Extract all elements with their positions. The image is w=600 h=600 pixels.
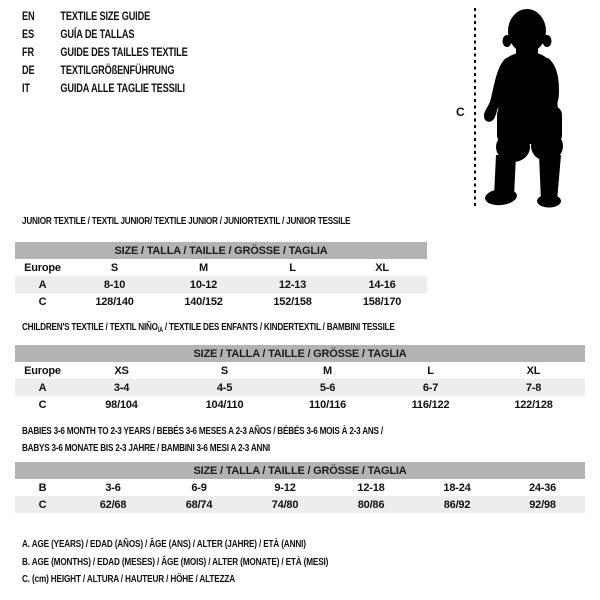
table-row: [15, 379, 585, 396]
language-row: [22, 44, 188, 62]
size-value: L: [427, 364, 434, 377]
toddler-silhouette-icon: [440, 0, 600, 220]
language-row: [22, 8, 188, 26]
row-label: A: [15, 379, 70, 396]
size-value: S: [110, 261, 119, 274]
size-value: 116/122: [411, 398, 450, 411]
size-value: 68/74: [156, 496, 242, 513]
size-value: 104/110: [205, 398, 244, 411]
section-title: [22, 213, 350, 230]
size-value: 6-7: [379, 379, 482, 396]
size-table: [15, 242, 427, 310]
size-value: 12-18: [357, 481, 385, 494]
table-row: [15, 276, 427, 293]
table-row: [15, 396, 585, 413]
size-table: [15, 462, 585, 513]
size-bar-label: SIZE / TALLA / TAILLE / GRÖSSE / TAGLIA: [15, 345, 585, 362]
size-value: XL: [375, 261, 389, 274]
size-value: 18-24: [443, 481, 471, 494]
title-text: BABYS 3-6 MONATE BIS 2-3 JAHRE / BAMBINI 3-6 MESI A 2-3 ANNI: [22, 442, 270, 454]
size-value: 62/68: [70, 496, 156, 513]
size-table: [15, 345, 585, 413]
table-row: [15, 496, 585, 513]
size-value: 92/98: [500, 496, 585, 513]
title-text: JUNIOR TEXTILE / TEXTIL JUNIOR/ TEXTILE JUNIOR / JUNIORTEXTIL / JUNIOR TESSILE: [22, 215, 351, 227]
size-value: 158/170: [362, 295, 402, 308]
row-label: C: [38, 398, 47, 411]
table-row: [15, 362, 585, 379]
language-title-list: [22, 8, 188, 98]
size-value: 9-12: [274, 481, 296, 494]
size-value: M: [323, 364, 332, 377]
size-value: 7-8: [482, 379, 585, 396]
footnote-line: C. (cm) HEIGHT / ALTURA / HAUTEUR / HÖHE / ALTEZZA: [22, 573, 236, 585]
size-value: 3-4: [70, 379, 173, 396]
size-bar-label: SIZE / TALLA / TAILLE / GRÖSSE / TAGLIA: [15, 462, 585, 479]
section-title-line: [22, 319, 395, 339]
title-text: /A: [157, 327, 163, 334]
section-title: [22, 319, 395, 339]
size-value: 24-36: [528, 481, 557, 494]
size-value: 152/158: [273, 295, 312, 308]
footnotes: [22, 536, 328, 589]
table-row: [15, 293, 427, 310]
language-code: DE: [22, 65, 35, 77]
title-text: / TEXTILE DES ENFANTS / KINDERTEXTIL / BAMBINI TESSILE: [162, 321, 395, 333]
size-value: 6-9: [191, 481, 207, 494]
language-code: FR: [22, 47, 34, 59]
size-value: XS: [114, 364, 129, 377]
footnote-line: A. AGE (YEARS) / EDAD (AÑOS) / ÂGE (ANS) / ALTER (JAHRE) / ETÀ (ANNI): [22, 538, 306, 550]
size-value: 80/86: [328, 496, 414, 513]
size-bar-row: [15, 242, 427, 259]
size-value: M: [199, 261, 208, 274]
size-value: 98/104: [105, 398, 138, 411]
size-value: S: [220, 364, 229, 377]
size-value: 8-10: [70, 276, 159, 293]
row-label: B: [38, 481, 47, 494]
title-text: BABIES 3-6 MONTH TO 2-3 YEARS / BEBÉS 3-6 MESES A 2-3 AÑOS / BÉBÉS 3-6 MOIS À 2-3 ANS /: [22, 425, 383, 437]
size-value: XL: [526, 364, 541, 377]
height-measure-label: C: [456, 105, 465, 119]
language-title: GUIDE DES TAILLES TEXTILE: [60, 47, 188, 59]
size-value: 128/140: [95, 295, 134, 308]
section-title-line: [22, 440, 383, 457]
row-label: Europe: [24, 261, 61, 274]
size-value: 122/128: [514, 398, 553, 411]
size-bar-row: [15, 462, 585, 479]
row-label: C: [15, 496, 70, 513]
row-label: A: [15, 276, 70, 293]
size-value: 12-13: [248, 276, 337, 293]
size-value: 110/116: [308, 398, 347, 411]
language-row: [22, 80, 188, 98]
language-title: GUÍA DE TALLAS: [60, 29, 135, 41]
language-code: ES: [22, 29, 34, 41]
size-value: 74/80: [242, 496, 328, 513]
language-code: EN: [22, 11, 35, 23]
size-value: 3-6: [105, 481, 121, 494]
language-title: GUIDA ALLE TAGLIE TESSILI: [60, 83, 185, 95]
size-value: 10-12: [159, 276, 248, 293]
row-label: C: [38, 295, 47, 308]
section-title-line: [22, 423, 383, 440]
table-row: [15, 479, 585, 496]
row-label: Europe: [24, 364, 61, 377]
size-value: 5-6: [276, 379, 379, 396]
size-bar-label: SIZE / TALLA / TAILLE / GRÖSSE / TAGLIA: [15, 242, 427, 259]
section-title-line: [22, 213, 350, 230]
title-text: CHILDREN'S TEXTILE / TEXTIL NIÑO: [22, 321, 158, 333]
size-value: 140/152: [184, 295, 223, 308]
size-bar-row: [15, 345, 585, 362]
language-code: IT: [22, 83, 30, 95]
language-row: [22, 26, 188, 44]
height-measure-figure: [440, 0, 600, 220]
size-value: L: [289, 261, 296, 274]
language-row: [22, 62, 188, 80]
size-value: 4-5: [173, 379, 276, 396]
size-value: 14-16: [337, 276, 427, 293]
language-title: TEXTILE SIZE GUIDE: [60, 11, 151, 23]
table-row: [15, 259, 427, 276]
footnote-line: B. AGE (MONTHS) / EDAD (MESES) / ÂGE (MOIS) / ALTER (MONATE) / ETÀ (MESI): [22, 555, 329, 568]
size-value: 86/92: [414, 496, 500, 513]
section-title: [22, 423, 383, 457]
language-title: TEXTILGRÖßENFÜHRUNG: [60, 65, 175, 77]
